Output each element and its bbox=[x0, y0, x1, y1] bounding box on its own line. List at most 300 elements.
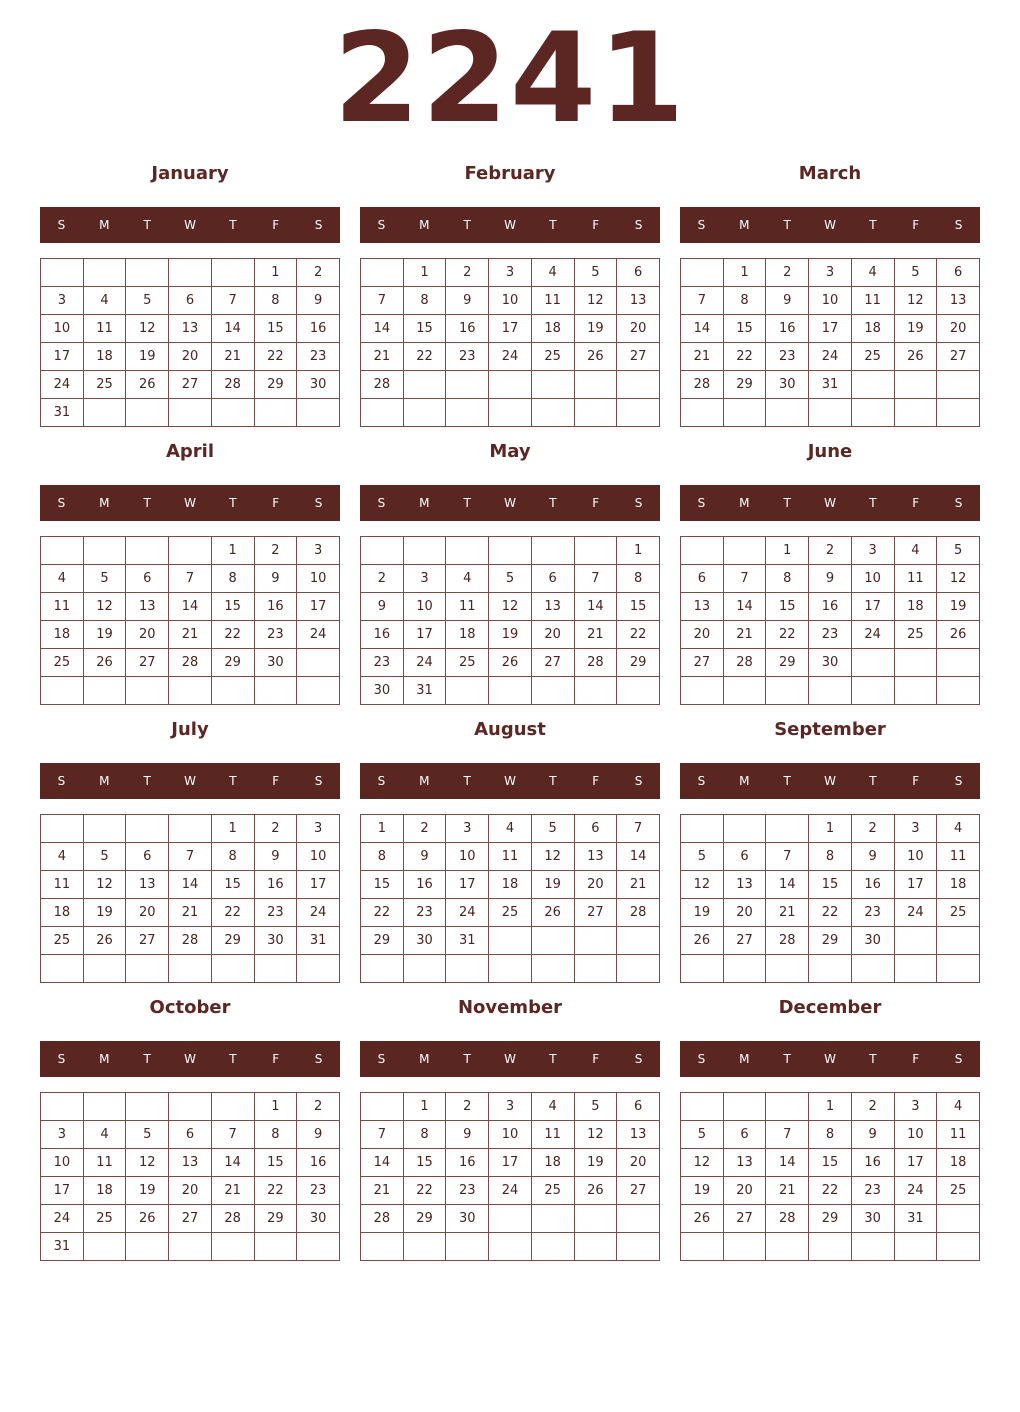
week-row bbox=[681, 649, 980, 677]
weekday-label: T bbox=[463, 774, 471, 788]
day-cell: 15 bbox=[254, 1149, 297, 1177]
day-cell: 17 bbox=[809, 315, 852, 343]
day-cell: 22 bbox=[403, 343, 446, 371]
weekday-label: F bbox=[912, 774, 920, 788]
day-cell: 22 bbox=[211, 621, 254, 649]
weekday-header bbox=[40, 207, 340, 243]
weekday-label: M bbox=[419, 774, 430, 788]
day-cell: 8 bbox=[617, 565, 660, 593]
day-cell: 16 bbox=[851, 1149, 894, 1177]
day-cell: 13 bbox=[617, 287, 660, 315]
day-cell: 20 bbox=[126, 621, 169, 649]
day-cell: 27 bbox=[617, 1177, 660, 1205]
day-cell bbox=[254, 399, 297, 427]
day-cell: 2 bbox=[361, 565, 404, 593]
day-cell bbox=[894, 955, 937, 983]
week-row bbox=[361, 537, 660, 565]
day-cell: 24 bbox=[297, 621, 340, 649]
weekday-label: M bbox=[739, 218, 750, 232]
day-cell: 18 bbox=[41, 899, 84, 927]
day-cell bbox=[489, 955, 532, 983]
day-cell: 7 bbox=[723, 565, 766, 593]
day-cell bbox=[766, 955, 809, 983]
day-cell bbox=[126, 1093, 169, 1121]
day-cell: 16 bbox=[446, 315, 489, 343]
day-cell: 29 bbox=[809, 1205, 852, 1233]
day-cell: 14 bbox=[766, 1149, 809, 1177]
weekday-label: F bbox=[592, 774, 600, 788]
day-cell: 12 bbox=[83, 871, 126, 899]
day-cell: 12 bbox=[574, 1121, 617, 1149]
day-cell: 2 bbox=[297, 259, 340, 287]
weekday-label: S bbox=[377, 496, 386, 510]
weekday-label: S bbox=[697, 218, 706, 232]
day-cell: 28 bbox=[766, 1205, 809, 1233]
day-cell: 3 bbox=[489, 1093, 532, 1121]
day-cell: 9 bbox=[297, 1121, 340, 1149]
day-cell: 1 bbox=[403, 1093, 446, 1121]
weekday-label: M bbox=[419, 1052, 430, 1066]
weekday-label: T bbox=[783, 496, 791, 510]
day-cell: 3 bbox=[489, 259, 532, 287]
day-cell: 29 bbox=[403, 1205, 446, 1233]
weekday-label: S bbox=[697, 496, 706, 510]
day-cell: 4 bbox=[531, 259, 574, 287]
day-cell: 6 bbox=[617, 1093, 660, 1121]
week-row bbox=[41, 315, 340, 343]
day-cell: 25 bbox=[531, 1177, 574, 1205]
day-cell: 16 bbox=[297, 315, 340, 343]
day-cell bbox=[809, 677, 852, 705]
day-cell: 6 bbox=[723, 843, 766, 871]
day-cell: 30 bbox=[254, 649, 297, 677]
day-cell: 17 bbox=[894, 871, 937, 899]
day-cell: 22 bbox=[617, 621, 660, 649]
day-cell: 15 bbox=[723, 315, 766, 343]
day-cell bbox=[531, 1233, 574, 1261]
week-row bbox=[681, 343, 980, 371]
day-cell: 28 bbox=[617, 899, 660, 927]
day-cell: 22 bbox=[723, 343, 766, 371]
day-cell: 8 bbox=[809, 843, 852, 871]
day-cell: 27 bbox=[169, 371, 212, 399]
day-cell: 21 bbox=[574, 621, 617, 649]
week-row bbox=[681, 1093, 980, 1121]
month-name: August bbox=[474, 719, 546, 740]
day-cell bbox=[937, 927, 980, 955]
day-cell: 10 bbox=[446, 843, 489, 871]
weekday-label: W bbox=[184, 496, 196, 510]
week-row bbox=[681, 565, 980, 593]
day-cell: 4 bbox=[446, 565, 489, 593]
day-cell: 30 bbox=[851, 927, 894, 955]
day-cell: 5 bbox=[574, 259, 617, 287]
day-cell: 4 bbox=[41, 565, 84, 593]
day-cell: 12 bbox=[83, 593, 126, 621]
day-cell: 19 bbox=[681, 899, 724, 927]
weekday-label: F bbox=[272, 1052, 280, 1066]
day-cell bbox=[723, 1233, 766, 1261]
week-row bbox=[361, 1233, 660, 1261]
day-cell bbox=[894, 399, 937, 427]
day-cell: 27 bbox=[937, 343, 980, 371]
day-cell bbox=[83, 399, 126, 427]
week-row bbox=[41, 649, 340, 677]
day-cell: 2 bbox=[766, 259, 809, 287]
day-cell bbox=[83, 1233, 126, 1261]
weekday-label: T bbox=[549, 774, 557, 788]
day-cell: 5 bbox=[937, 537, 980, 565]
day-cell bbox=[403, 371, 446, 399]
month-name: January bbox=[151, 163, 229, 184]
day-cell: 14 bbox=[361, 1149, 404, 1177]
day-cell bbox=[531, 927, 574, 955]
week-row bbox=[361, 927, 660, 955]
day-cell: 5 bbox=[83, 565, 126, 593]
day-cell: 8 bbox=[766, 565, 809, 593]
day-cell: 9 bbox=[851, 843, 894, 871]
week-row bbox=[681, 1205, 980, 1233]
day-cell: 24 bbox=[403, 649, 446, 677]
weekday-label: T bbox=[143, 1052, 151, 1066]
day-cell: 25 bbox=[531, 343, 574, 371]
day-cell: 21 bbox=[361, 1177, 404, 1205]
day-cell: 11 bbox=[83, 1149, 126, 1177]
day-cell: 23 bbox=[766, 343, 809, 371]
day-cell: 12 bbox=[681, 871, 724, 899]
week-row bbox=[361, 899, 660, 927]
day-cell bbox=[83, 955, 126, 983]
weekday-label: S bbox=[634, 496, 643, 510]
day-cell bbox=[723, 537, 766, 565]
day-cell: 11 bbox=[41, 871, 84, 899]
day-cell: 12 bbox=[531, 843, 574, 871]
day-cell bbox=[531, 537, 574, 565]
day-cell: 7 bbox=[169, 843, 212, 871]
day-cell: 10 bbox=[489, 1121, 532, 1149]
day-cell: 15 bbox=[809, 1149, 852, 1177]
day-cell: 2 bbox=[851, 1093, 894, 1121]
day-cell: 5 bbox=[681, 1121, 724, 1149]
day-cell: 5 bbox=[126, 287, 169, 315]
day-cell: 1 bbox=[211, 537, 254, 565]
year-title: 2241 bbox=[333, 7, 687, 151]
day-cell: 10 bbox=[851, 565, 894, 593]
day-cell bbox=[297, 955, 340, 983]
day-cell bbox=[446, 371, 489, 399]
day-grid bbox=[680, 258, 980, 427]
day-cell: 7 bbox=[169, 565, 212, 593]
weekday-label: T bbox=[549, 1052, 557, 1066]
day-cell: 25 bbox=[83, 371, 126, 399]
day-cell: 18 bbox=[83, 1177, 126, 1205]
day-cell bbox=[489, 399, 532, 427]
weekday-label: T bbox=[783, 218, 791, 232]
day-cell bbox=[681, 815, 724, 843]
day-cell: 14 bbox=[211, 315, 254, 343]
day-cell bbox=[297, 1233, 340, 1261]
day-cell bbox=[446, 537, 489, 565]
week-row bbox=[681, 843, 980, 871]
day-cell: 26 bbox=[937, 621, 980, 649]
weekday-label: W bbox=[824, 1052, 836, 1066]
day-cell bbox=[574, 399, 617, 427]
weekday-label: M bbox=[99, 1052, 110, 1066]
day-cell: 10 bbox=[809, 287, 852, 315]
day-cell: 11 bbox=[937, 1121, 980, 1149]
weekday-label: F bbox=[912, 496, 920, 510]
day-cell: 24 bbox=[851, 621, 894, 649]
day-cell bbox=[169, 955, 212, 983]
day-cell: 11 bbox=[531, 1121, 574, 1149]
day-cell: 8 bbox=[403, 287, 446, 315]
day-cell bbox=[723, 1093, 766, 1121]
day-cell: 20 bbox=[531, 621, 574, 649]
day-cell bbox=[617, 399, 660, 427]
day-cell: 23 bbox=[403, 899, 446, 927]
day-cell: 27 bbox=[723, 927, 766, 955]
day-cell: 20 bbox=[723, 899, 766, 927]
day-cell: 23 bbox=[297, 1177, 340, 1205]
week-row bbox=[41, 899, 340, 927]
day-cell: 17 bbox=[297, 593, 340, 621]
weekday-label: F bbox=[272, 774, 280, 788]
day-cell: 26 bbox=[681, 1205, 724, 1233]
day-cell: 15 bbox=[403, 1149, 446, 1177]
day-cell: 25 bbox=[83, 1205, 126, 1233]
weekday-header bbox=[40, 485, 340, 521]
day-cell bbox=[723, 399, 766, 427]
weekday-label: T bbox=[143, 218, 151, 232]
week-row bbox=[41, 1149, 340, 1177]
day-cell: 11 bbox=[489, 843, 532, 871]
day-cell: 9 bbox=[361, 593, 404, 621]
weekday-label: S bbox=[377, 1052, 386, 1066]
day-cell: 7 bbox=[766, 1121, 809, 1149]
day-cell bbox=[446, 399, 489, 427]
day-cell: 10 bbox=[297, 565, 340, 593]
day-cell: 1 bbox=[361, 815, 404, 843]
day-cell bbox=[617, 927, 660, 955]
day-cell: 30 bbox=[254, 927, 297, 955]
week-row bbox=[361, 871, 660, 899]
day-cell bbox=[126, 1233, 169, 1261]
day-cell bbox=[766, 399, 809, 427]
weekday-label: S bbox=[634, 774, 643, 788]
day-cell: 26 bbox=[894, 343, 937, 371]
weekday-header bbox=[40, 763, 340, 799]
day-cell bbox=[446, 1233, 489, 1261]
day-cell: 27 bbox=[126, 927, 169, 955]
day-cell bbox=[617, 371, 660, 399]
day-cell: 6 bbox=[169, 1121, 212, 1149]
week-row bbox=[361, 1121, 660, 1149]
day-cell: 23 bbox=[297, 343, 340, 371]
day-cell: 17 bbox=[41, 343, 84, 371]
week-row bbox=[681, 899, 980, 927]
day-cell: 25 bbox=[937, 899, 980, 927]
weekday-label: S bbox=[377, 218, 386, 232]
week-row bbox=[681, 537, 980, 565]
day-cell: 17 bbox=[851, 593, 894, 621]
day-cell: 22 bbox=[766, 621, 809, 649]
day-cell: 31 bbox=[403, 677, 446, 705]
day-cell: 11 bbox=[41, 593, 84, 621]
day-cell bbox=[297, 649, 340, 677]
day-cell bbox=[41, 537, 84, 565]
day-cell bbox=[169, 1093, 212, 1121]
day-cell: 20 bbox=[617, 1149, 660, 1177]
week-row bbox=[41, 565, 340, 593]
day-cell bbox=[851, 955, 894, 983]
day-cell: 28 bbox=[574, 649, 617, 677]
day-cell: 18 bbox=[41, 621, 84, 649]
week-row bbox=[361, 649, 660, 677]
weekday-label: F bbox=[592, 496, 600, 510]
day-cell: 28 bbox=[169, 649, 212, 677]
day-cell bbox=[83, 537, 126, 565]
week-row bbox=[361, 371, 660, 399]
week-row bbox=[681, 815, 980, 843]
day-cell: 25 bbox=[446, 649, 489, 677]
day-cell: 2 bbox=[446, 259, 489, 287]
day-cell: 10 bbox=[403, 593, 446, 621]
weekday-label: S bbox=[954, 774, 963, 788]
day-cell: 12 bbox=[489, 593, 532, 621]
day-cell: 2 bbox=[254, 537, 297, 565]
day-cell: 17 bbox=[489, 1149, 532, 1177]
weekday-label: T bbox=[463, 218, 471, 232]
day-grid bbox=[360, 258, 660, 427]
day-cell: 2 bbox=[851, 815, 894, 843]
day-grid bbox=[40, 258, 340, 427]
day-cell: 26 bbox=[574, 1177, 617, 1205]
day-cell: 3 bbox=[41, 1121, 84, 1149]
day-cell: 4 bbox=[83, 1121, 126, 1149]
day-cell: 30 bbox=[297, 371, 340, 399]
day-cell: 2 bbox=[809, 537, 852, 565]
day-cell: 29 bbox=[254, 1205, 297, 1233]
weekday-header bbox=[680, 207, 980, 243]
week-row bbox=[361, 1177, 660, 1205]
week-row bbox=[361, 287, 660, 315]
day-cell: 25 bbox=[489, 899, 532, 927]
day-cell: 1 bbox=[254, 1093, 297, 1121]
day-cell: 17 bbox=[41, 1177, 84, 1205]
day-cell bbox=[681, 677, 724, 705]
day-cell: 26 bbox=[126, 371, 169, 399]
day-cell: 19 bbox=[531, 871, 574, 899]
weekday-label: S bbox=[57, 1052, 66, 1066]
day-cell: 28 bbox=[361, 371, 404, 399]
day-cell bbox=[126, 677, 169, 705]
day-cell bbox=[254, 677, 297, 705]
day-cell: 1 bbox=[403, 259, 446, 287]
day-cell: 5 bbox=[574, 1093, 617, 1121]
day-cell: 26 bbox=[531, 899, 574, 927]
day-cell: 17 bbox=[297, 871, 340, 899]
day-cell: 19 bbox=[681, 1177, 724, 1205]
day-cell: 22 bbox=[403, 1177, 446, 1205]
day-cell: 13 bbox=[531, 593, 574, 621]
day-cell: 26 bbox=[574, 343, 617, 371]
day-cell bbox=[681, 1093, 724, 1121]
day-cell bbox=[723, 815, 766, 843]
day-cell bbox=[617, 677, 660, 705]
day-cell: 28 bbox=[169, 927, 212, 955]
day-cell: 1 bbox=[723, 259, 766, 287]
day-cell: 27 bbox=[126, 649, 169, 677]
weekday-label: W bbox=[184, 774, 196, 788]
month-name: April bbox=[165, 441, 215, 462]
week-row bbox=[361, 593, 660, 621]
day-cell: 24 bbox=[894, 899, 937, 927]
day-cell: 28 bbox=[766, 927, 809, 955]
day-cell: 8 bbox=[254, 1121, 297, 1149]
day-cell: 5 bbox=[126, 1121, 169, 1149]
week-row bbox=[41, 287, 340, 315]
day-grid bbox=[40, 536, 340, 705]
day-cell: 9 bbox=[254, 843, 297, 871]
day-cell: 29 bbox=[723, 371, 766, 399]
day-cell: 25 bbox=[851, 343, 894, 371]
day-cell: 21 bbox=[681, 343, 724, 371]
day-cell bbox=[297, 677, 340, 705]
week-row bbox=[41, 259, 340, 287]
day-cell: 3 bbox=[403, 565, 446, 593]
week-row bbox=[681, 955, 980, 983]
day-cell: 20 bbox=[723, 1177, 766, 1205]
day-cell: 29 bbox=[809, 927, 852, 955]
day-cell bbox=[617, 955, 660, 983]
week-row bbox=[681, 1121, 980, 1149]
day-cell: 3 bbox=[41, 287, 84, 315]
day-cell: 12 bbox=[937, 565, 980, 593]
day-cell bbox=[617, 1205, 660, 1233]
day-cell: 16 bbox=[254, 871, 297, 899]
day-cell: 26 bbox=[489, 649, 532, 677]
day-cell: 18 bbox=[489, 871, 532, 899]
day-cell bbox=[361, 955, 404, 983]
day-cell bbox=[766, 1093, 809, 1121]
day-cell bbox=[531, 1205, 574, 1233]
weekday-label: F bbox=[592, 1052, 600, 1066]
day-cell: 20 bbox=[937, 315, 980, 343]
day-cell bbox=[254, 955, 297, 983]
day-cell: 29 bbox=[211, 649, 254, 677]
day-cell: 9 bbox=[297, 287, 340, 315]
week-row bbox=[361, 677, 660, 705]
day-cell: 29 bbox=[361, 927, 404, 955]
day-cell: 27 bbox=[169, 1205, 212, 1233]
weekday-label: T bbox=[463, 496, 471, 510]
week-row bbox=[361, 1093, 660, 1121]
month-name: October bbox=[149, 997, 231, 1018]
day-cell: 31 bbox=[894, 1205, 937, 1233]
day-cell: 13 bbox=[937, 287, 980, 315]
day-cell: 12 bbox=[126, 1149, 169, 1177]
day-cell: 18 bbox=[937, 871, 980, 899]
weekday-label: T bbox=[143, 774, 151, 788]
day-cell: 1 bbox=[254, 259, 297, 287]
day-grid bbox=[40, 814, 340, 983]
day-cell: 8 bbox=[723, 287, 766, 315]
day-cell: 1 bbox=[617, 537, 660, 565]
day-cell: 4 bbox=[531, 1093, 574, 1121]
weekday-label: T bbox=[463, 1052, 471, 1066]
day-cell: 3 bbox=[809, 259, 852, 287]
day-cell: 28 bbox=[681, 371, 724, 399]
